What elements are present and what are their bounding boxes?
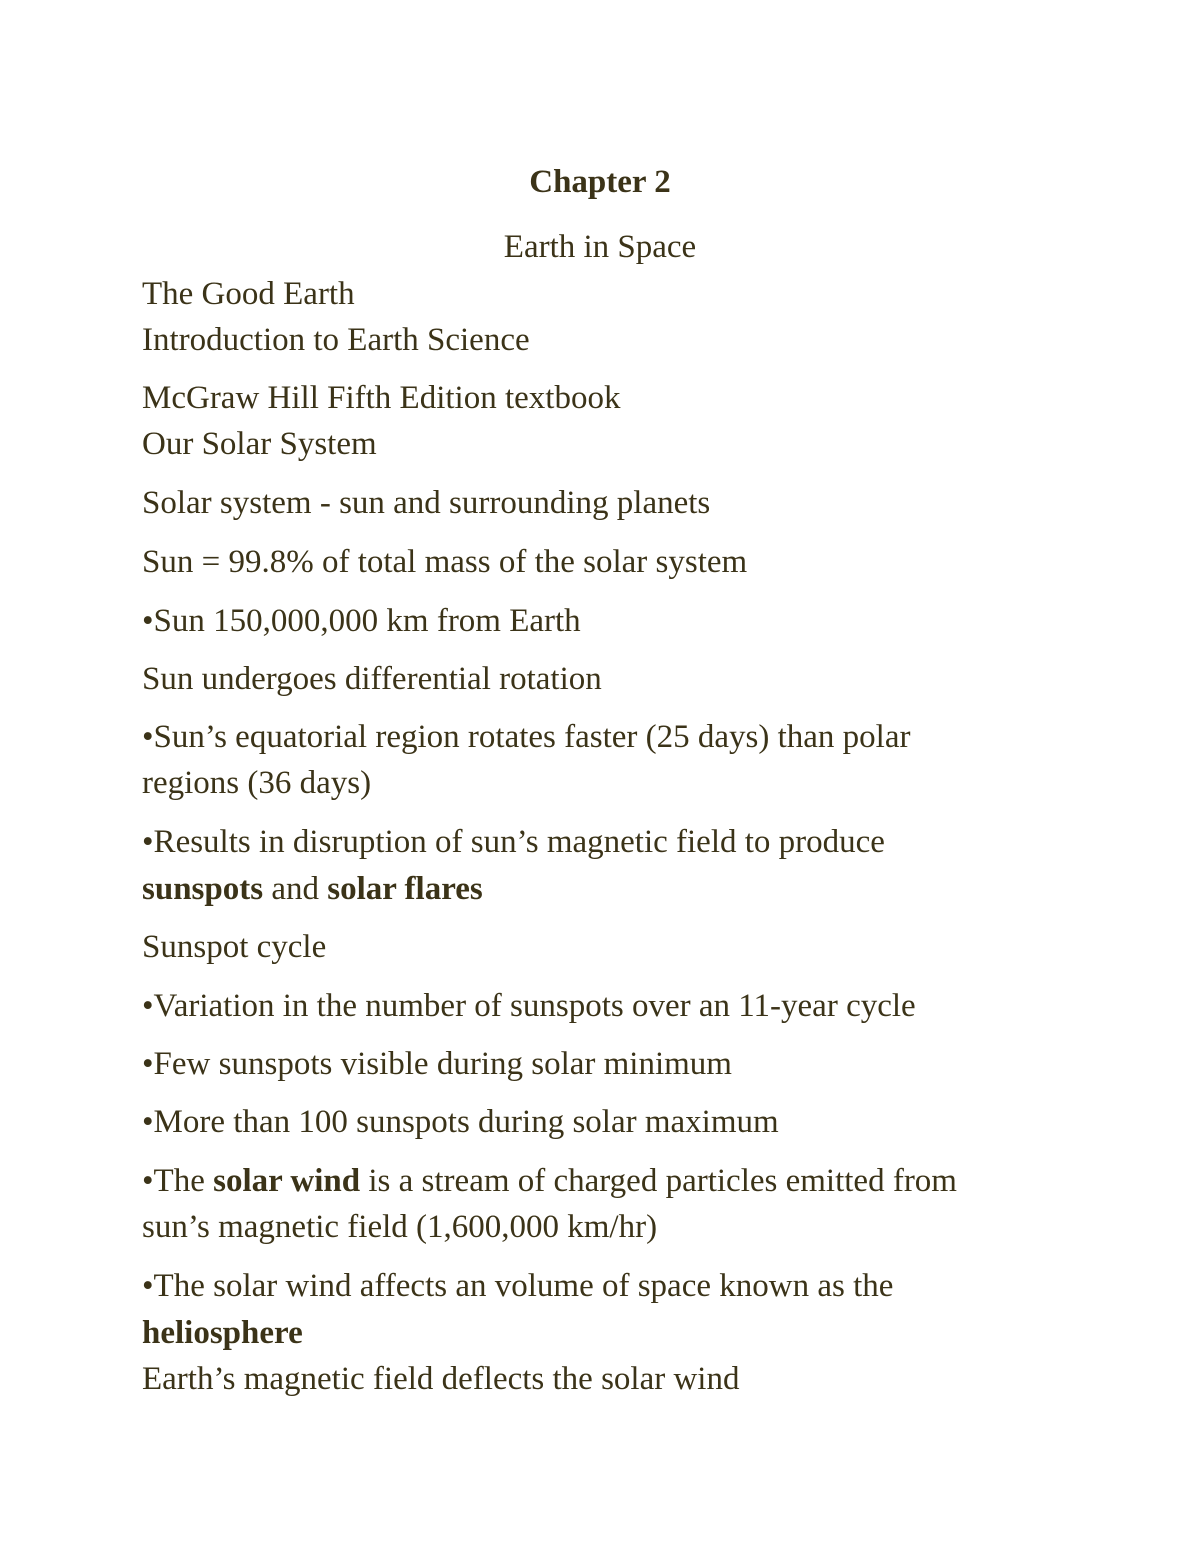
bullet-line: •More than 100 sunspots during solar maximum [142, 1104, 779, 1140]
text-line [142, 1317, 303, 1350]
text-line: Sun = 99.8% of total mass of the solar system [142, 544, 748, 580]
text-fragment: •The [142, 1163, 214, 1199]
term-sunspots: sunspots [142, 871, 264, 907]
term-solar-wind: solar wind [213, 1163, 361, 1199]
bullet-line: •Few sunspots visible during solar minimum [142, 1046, 732, 1082]
text-line: Introduction to Earth Science [142, 322, 530, 358]
text-line: regions (36 days) [142, 765, 372, 801]
section-heading: Our Solar System [142, 426, 377, 462]
chapter-title: Chapter 2 [529, 164, 671, 200]
text-fragment: and [263, 871, 328, 907]
text-line: Sunspot cycle [142, 929, 327, 965]
term-heliosphere: heliosphere [142, 1315, 303, 1351]
bullet-line: •Sun 150,000,000 km from Earth [142, 603, 581, 639]
bullet-line: •Variation in the number of sunspots over an 11-year cycle [142, 988, 916, 1024]
text-line: sun’s magnetic field (1,600,000 km/hr) [142, 1209, 658, 1245]
term-solar-flares: solar flares [327, 871, 483, 907]
bullet-line: •Results in disruption of sun’s magnetic field to produce [142, 824, 885, 860]
text-fragment: is a stream of charged particles emitted from [360, 1163, 957, 1199]
bullet-line: •Sun’s equatorial region rotates faster (25 days) than polar [142, 719, 911, 755]
text-line [142, 873, 483, 906]
bullet-line: •The solar wind affects an volume of space known as the [142, 1268, 894, 1304]
text-line: Earth’s magnetic field deflects the solar wind [142, 1361, 740, 1397]
text-line: McGraw Hill Fifth Edition textbook [142, 380, 621, 416]
text-line: Sun undergoes differential rotation [142, 661, 602, 697]
text-line: Solar system - sun and surrounding planets [142, 485, 711, 521]
chapter-subtitle: Earth in Space [503, 229, 697, 265]
text-line: The Good Earth [142, 276, 355, 312]
bullet-line [142, 1165, 957, 1198]
